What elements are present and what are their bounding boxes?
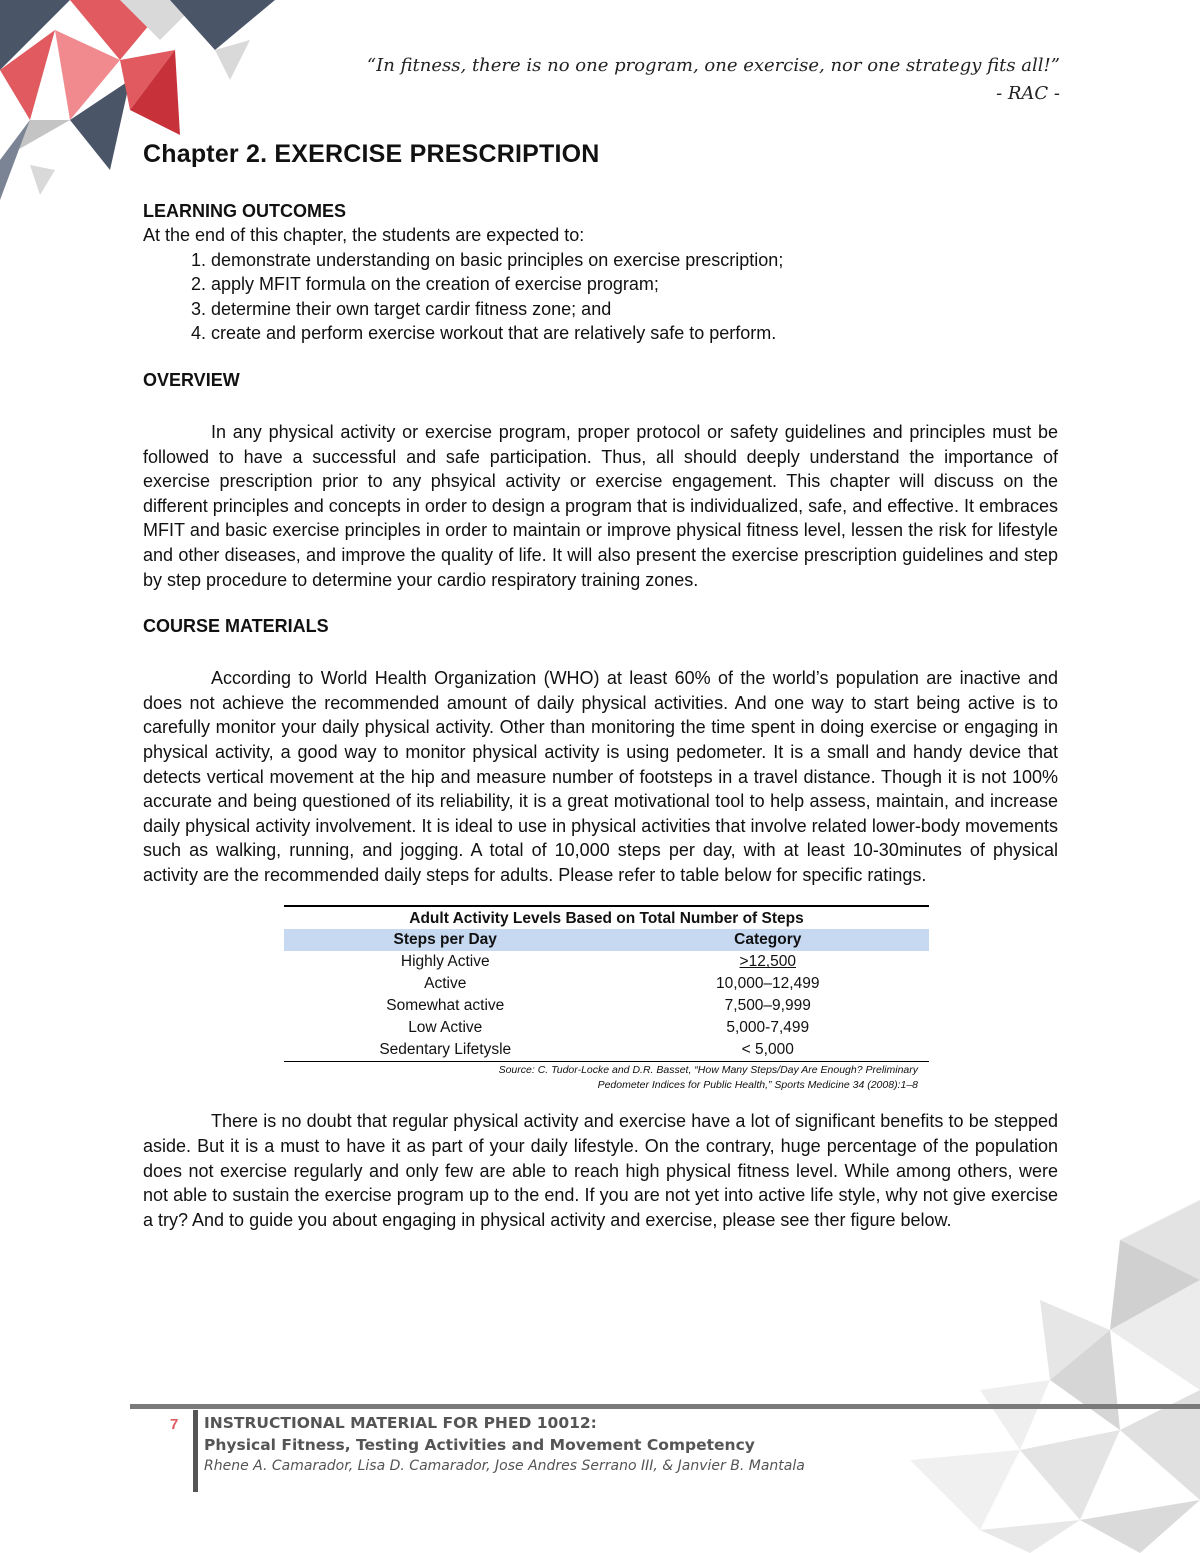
column-header: Category [607, 929, 930, 951]
page-footer [130, 1404, 1200, 1474]
quote-text: “In fitness, there is no one program, one exercise, nor one strategy fits all!” [366, 55, 1060, 76]
table-row [284, 995, 929, 1017]
learning-outcomes-list [143, 248, 1058, 346]
activity-levels-table [284, 905, 929, 1062]
quote-author: - RAC - [996, 83, 1060, 104]
footer-text [204, 1412, 805, 1476]
source-line-2: Pedometer Indices for Public Health,” Sports Medicine 34 (2008):1–8 [597, 1079, 918, 1092]
footer-line-3: Rhene A. Camarador, Lisa D. Camarador, Jose Andres Serrano III, & Janvier B. Mantala [204, 1458, 805, 1474]
table-cell: Somewhat active [386, 997, 505, 1015]
chapter-title: Chapter 2. EXERCISE PRESCRIPTION [143, 140, 600, 168]
list-item: 1. demonstrate understanding on basic principles on exercise prescription; [211, 248, 1058, 273]
table-cell: 7,500–9,999 [724, 997, 811, 1015]
footer-line-1: INSTRUCTIONAL MATERIAL FOR PHED 10012: [204, 1414, 597, 1432]
table-row [284, 973, 929, 995]
table-title: Adult Activity Levels Based on Total Number of Steps [284, 905, 929, 929]
table-header-row [284, 929, 929, 951]
table-row [284, 1039, 929, 1062]
list-item: 3. determine their own target cardir fitness zone; and [211, 297, 1058, 322]
list-item: 2. apply MFIT formula on the creation of exercise program; [211, 272, 1058, 297]
table-source [143, 1063, 918, 1093]
source-line-1: Source: C. Tudor-Locke and D.R. Basset, “How Many Steps/Day Are Enough? Preliminary [498, 1064, 918, 1077]
page-number: 7 [170, 1416, 179, 1433]
table-row [284, 951, 929, 973]
course-materials-heading: COURSE MATERIALS [143, 616, 329, 637]
page-content [143, 140, 1058, 1232]
table-cell: Highly Active [400, 953, 490, 971]
table-cell: >12,500 [739, 953, 796, 971]
learning-outcomes-intro: At the end of this chapter, the students are expected to: [143, 225, 585, 245]
table-cell: Low Active [408, 1019, 483, 1037]
epigraph-quote [367, 52, 1060, 108]
list-item: 4. create and perform exercise workout that are relatively safe to perform. [211, 321, 1058, 346]
learning-outcomes-heading: LEARNING OUTCOMES [143, 201, 347, 221]
overview-paragraph: In any physical activity or exercise program, proper protocol or safety guidelines and principles must be followed to have a successful and safe participation. Thus, all should deeply understand the importance of exercise prescription prior to any phsyical activity or exercise engagement. This chapter will discuss on the different principles and concepts in order to design a program that is individualized, safe, and effective. It embraces MFIT and basic exercise principles in order to maintain or improve physical fitness level, lessen the risk for lifestyle and other diseases, and improve the quality of life. It will also present the exercise prescription guidelines and step by step procedure to determine your cardio respiratory training zones. [143, 421, 1058, 590]
table-cell: 5,000-7,499 [726, 1019, 810, 1037]
table-cell: 10,000–12,499 [716, 975, 820, 993]
table-cell: Active [424, 975, 467, 993]
course-materials-paragraph-2: There is no doubt that regular physical activity and exercise have a lot of significant benefits to be stepped aside. But it is a must to have it as part of your daily lifestyle. On the contrary, huge percentage of the population does not exercise regularly and only few are able to reach high physical fitness level. While among others, were not able to sustain the exercise program up to the end. If you are not yet into active life style, why not give exercise a try? And to guide you about engaging in physical activity and exercise, please see ther figure below. [143, 1111, 1058, 1230]
overview-heading: OVERVIEW [143, 369, 240, 390]
footer-vertical-bar [193, 1410, 198, 1492]
footer-divider [130, 1404, 1200, 1409]
table-cell: Sedentary Lifetysle [284, 1039, 607, 1062]
table-cell: < 5,000 [607, 1039, 930, 1062]
course-materials-paragraph-1: According to World Health Organization (WHO) at least 60% of the world’s population are inactive and does not achieve the recommended amount of daily physical activities. And one way to start being active is to carefully monitor your daily physical activity. Other than monitoring the time spent in doing exercise or engaging in physical activity, a good way to monitor physical activity is using pedometer. It is a small and handy device that detects vertical movement at the hip and measure number of footsteps in a travel distance. Though it is not 100% accurate and being questioned of its reliability, it is a great motivational tool to help assess, maintain, and increase daily physical activity involvement. It is ideal to use in physical activities that involve related lower-body movements such as walking, running, and jogging. A total of 10,000 steps per day, with at least 10-30minutes of physical activity are the recommended daily steps for adults. Please refer to table below for specific ratings. [143, 668, 1058, 885]
footer-line-2: Physical Fitness, Testing Activities and Movement Competency [204, 1436, 755, 1454]
column-header: Steps per Day [284, 929, 607, 951]
table-row [284, 1017, 929, 1039]
